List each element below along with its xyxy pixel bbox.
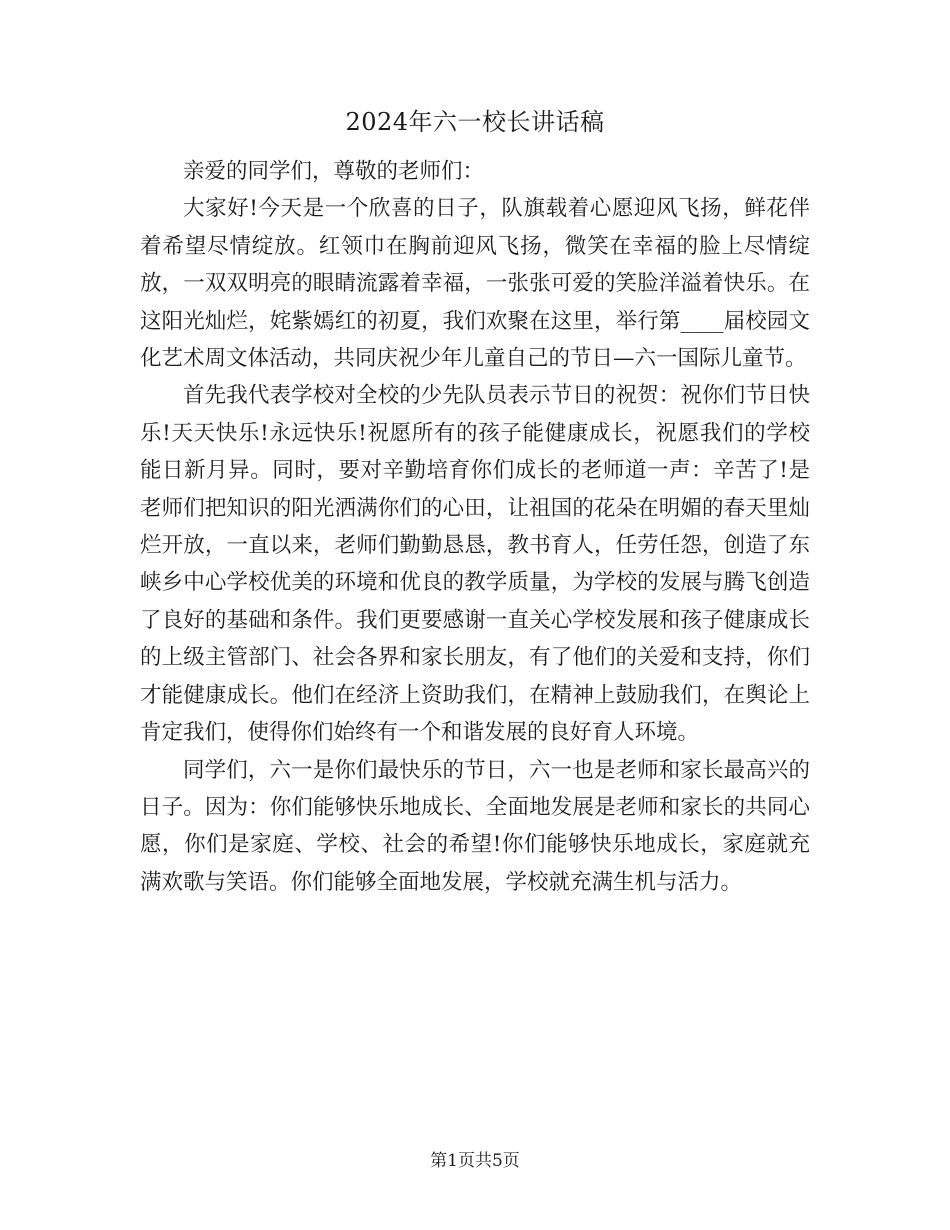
greeting-line: 亲爱的同学们，尊敬的老师们： <box>183 159 485 184</box>
paragraph-1: 大家好!今天是一个欣喜的日子，队旗载着心愿迎风飞扬，鲜花伴着希望尽情绽放。红领巾在胸前迎风飞扬，微笑在幸福的脸上尽情绽放，一双双明亮的眼睛流露着幸福，一张张可爱的笑脸洋溢着快乐。在这阳光灿烂，姹紫嫣红的初夏，我们欢聚在这里，举行第____届校园文化艺术周文体活动，共同庆祝少年儿童自己的节日—六一国际儿童节。 <box>140 196 810 372</box>
document-title: 2024年六一校长讲话稿 <box>345 108 605 136</box>
paragraph-3: 同学们，六一是你们最快乐的节日，六一也是老师和家长最高兴的日子。因为：你们能够快乐地成长、全面地发展是老师和家长的共同心愿，你们是家庭、学校、社会的希望!你们能够快乐地成长，家庭就充满欢歌与笑语。你们能够全面地发展，学校就充满生机与活力。 <box>140 757 810 895</box>
paragraph-2: 首先我代表学校对全校的少先队员表示节日的祝贺：祝你们节日快乐!天天快乐!永远快乐!祝愿所有的孩子能健康成长，祝愿我们的学校能日新月异。同时，要对辛勤培育你们成长的老师道一声：辛苦了!是老师们把知识的阳光洒满你们的心田，让祖国的花朵在明媚的春天里灿烂开放，一直以来，老师们勤勤恳恳，教书育人，任劳任怨，创造了东峡乡中心学校优美的环境和优良的教学质量，为学校的发展与腾飞创造了良好的基础和条件。我们更要感谢一直关心学校发展和孩子健康成长的上级主管部门、社会各界和家长朋友，有了他们的关爱和支持，你们才能健康成长。他们在经济上资助我们，在精神上鼓励我们，在舆论上肯定我们，使得你们始终有一个和谐发展的良好育人环境。 <box>140 383 810 746</box>
document-body <box>140 153 810 901</box>
page-number-footer: 第1页共5页 <box>430 1151 520 1171</box>
